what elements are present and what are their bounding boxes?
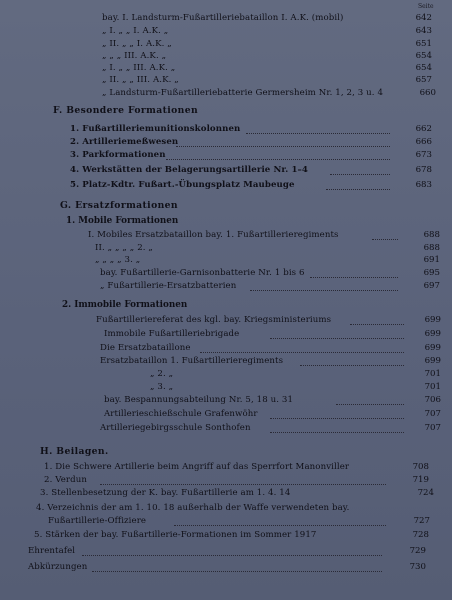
page-number: 706 xyxy=(424,395,441,405)
toc-line: Immobile Fußartilleriebrigade xyxy=(104,329,240,339)
page-number: 691 xyxy=(423,255,440,265)
leader-dots xyxy=(270,431,404,433)
page-number: 673 xyxy=(415,150,432,160)
toc-line: bay. I. Landsturm-Fußartilleriebataillon I. A.K. (mobil) xyxy=(102,13,344,23)
toc-line: „ 3. „ xyxy=(150,382,174,392)
page-number: 666 xyxy=(415,137,432,147)
leader-dots xyxy=(300,364,404,366)
leader-dots xyxy=(310,276,398,278)
toc-line: 2. Verdun xyxy=(44,475,88,485)
section-heading-f: F. Besondere Formationen xyxy=(53,105,199,116)
section-heading-h: H. Beilagen. xyxy=(40,446,109,457)
toc-line: „ „ „ III. A.K. „ xyxy=(102,51,167,61)
leader-dots xyxy=(336,403,404,405)
toc-line: „ „ „ „ 3. „ xyxy=(95,255,141,265)
leader-dots xyxy=(100,483,386,485)
leader-dots xyxy=(246,132,390,134)
toc-line: Die Ersatzbataillone xyxy=(100,343,191,353)
page-number: 707 xyxy=(424,423,441,433)
leader-dots xyxy=(250,289,398,291)
toc-line: bay. Fußartillerie-Garnisonbatterie Nr. 1 bis 6 xyxy=(100,268,305,278)
toc-line: 4. Werkstätten der Belagerungsartillerie Nr. 1–4 xyxy=(70,165,309,175)
toc-line: I. Mobiles Ersatzbataillon bay. 1. Fußartillerieregiments xyxy=(88,230,339,240)
page-number: 688 xyxy=(423,230,440,240)
toc-line: Abkürzungen xyxy=(28,562,88,572)
page-number: 695 xyxy=(423,268,440,278)
page-number: 699 xyxy=(424,356,441,366)
section-heading-g: G. Ersatzformationen xyxy=(60,200,179,211)
toc-line: „ II. „ „ III. A.K. „ xyxy=(102,75,179,85)
page-number: 662 xyxy=(415,124,432,134)
subsection-heading: 1. Mobile Formationen xyxy=(66,216,179,226)
page-number: 642 xyxy=(415,13,432,23)
toc-line: Ehrentafel xyxy=(28,546,76,556)
toc-line: 1. Fußartilleriemunitionskolonnen xyxy=(70,124,241,134)
page-number: 730 xyxy=(409,562,426,572)
toc-line: „ I. „ „ I. A.K. „ xyxy=(102,26,169,36)
leader-dots xyxy=(326,188,390,190)
page-number: 660 xyxy=(419,88,436,98)
page-number: 654 xyxy=(415,51,432,61)
toc-line: Fußartillerie-Offiziere xyxy=(48,516,147,526)
toc-line: 3. Parkformationen xyxy=(70,150,166,160)
leader-dots xyxy=(372,238,398,240)
toc-line: 3. Stellenbesetzung der K. bay. Fußartillerie am 1. 4. 14 xyxy=(40,488,291,498)
leader-dots xyxy=(176,145,390,147)
page-number: 697 xyxy=(423,281,440,291)
page-number: 657 xyxy=(415,75,432,85)
seite-label: Seite xyxy=(418,3,434,10)
toc-line: „ Fußartillerie-Ersatzbatterien xyxy=(100,281,237,291)
toc-line: Artilleriegebirgsschule Sonthofen xyxy=(100,423,251,433)
toc-line: II. „ „ „ „ 2. „ xyxy=(95,243,153,253)
leader-dots xyxy=(350,323,404,325)
page-number: 699 xyxy=(424,315,441,325)
page-number: 724 xyxy=(417,488,434,498)
page-number: 719 xyxy=(412,475,429,485)
page-number: 701 xyxy=(424,369,441,379)
leader-dots xyxy=(330,173,390,175)
page-number: 708 xyxy=(412,462,429,472)
page-number: 651 xyxy=(415,39,432,49)
leader-dots xyxy=(270,417,404,419)
toc-line: „ Landsturm-Fußartilleriebatterie Germersheim Nr. 1, 2, 3 u. 4 xyxy=(102,88,384,98)
toc-line: 2. Artilleriemeßwesen xyxy=(70,137,179,147)
page-number: 728 xyxy=(412,530,429,540)
leader-dots xyxy=(174,524,386,526)
page-number: 727 xyxy=(413,516,430,526)
page-number: 688 xyxy=(423,243,440,253)
toc-line: 5. Platz-Kdtr. Fußart.-Übungsplatz Maubeuge xyxy=(70,180,295,190)
toc-line: Ersatzbataillon 1. Fußartillerieregiments xyxy=(100,356,284,366)
leader-dots xyxy=(92,570,382,572)
page-number: 683 xyxy=(415,180,432,190)
toc-line: Fußartilleriereferat des kgl. bay. Kriegsministeriums xyxy=(96,315,332,325)
page-number: 643 xyxy=(415,26,432,36)
subsection-heading: 2. Immobile Formationen xyxy=(62,300,188,310)
leader-dots xyxy=(200,351,404,353)
page-number: 699 xyxy=(424,329,441,339)
toc-line: 1. Die Schwere Artillerie beim Angriff auf das Sperrfort Manonviller xyxy=(44,462,350,472)
toc-line: 5. Stärken der bay. Fußartillerie-Formationen im Sommer 1917 xyxy=(34,530,317,540)
leader-dots xyxy=(270,337,404,339)
page-number: 707 xyxy=(424,409,441,419)
toc-line: Artillerieschießschule Grafenwöhr xyxy=(104,409,258,419)
toc-line: 4. Verzeichnis der am 1. 10. 18 außerhalb der Waffe verwendeten bay. xyxy=(36,503,350,513)
page-number: 699 xyxy=(424,343,441,353)
page-number: 654 xyxy=(415,63,432,73)
toc-line: bay. Bespannungsabteilung Nr. 5, 18 u. 31 xyxy=(104,395,294,405)
toc-line: „ II. „ „ I. A.K. „ xyxy=(102,39,172,49)
page-number: 701 xyxy=(424,382,441,392)
leader-dots xyxy=(166,158,390,160)
page-number: 678 xyxy=(415,165,432,175)
toc-line: „ 2. „ xyxy=(150,369,174,379)
leader-dots xyxy=(82,554,382,556)
page-number: 729 xyxy=(409,546,426,556)
toc-line: „ I. „ „ III. A.K. „ xyxy=(102,63,176,73)
